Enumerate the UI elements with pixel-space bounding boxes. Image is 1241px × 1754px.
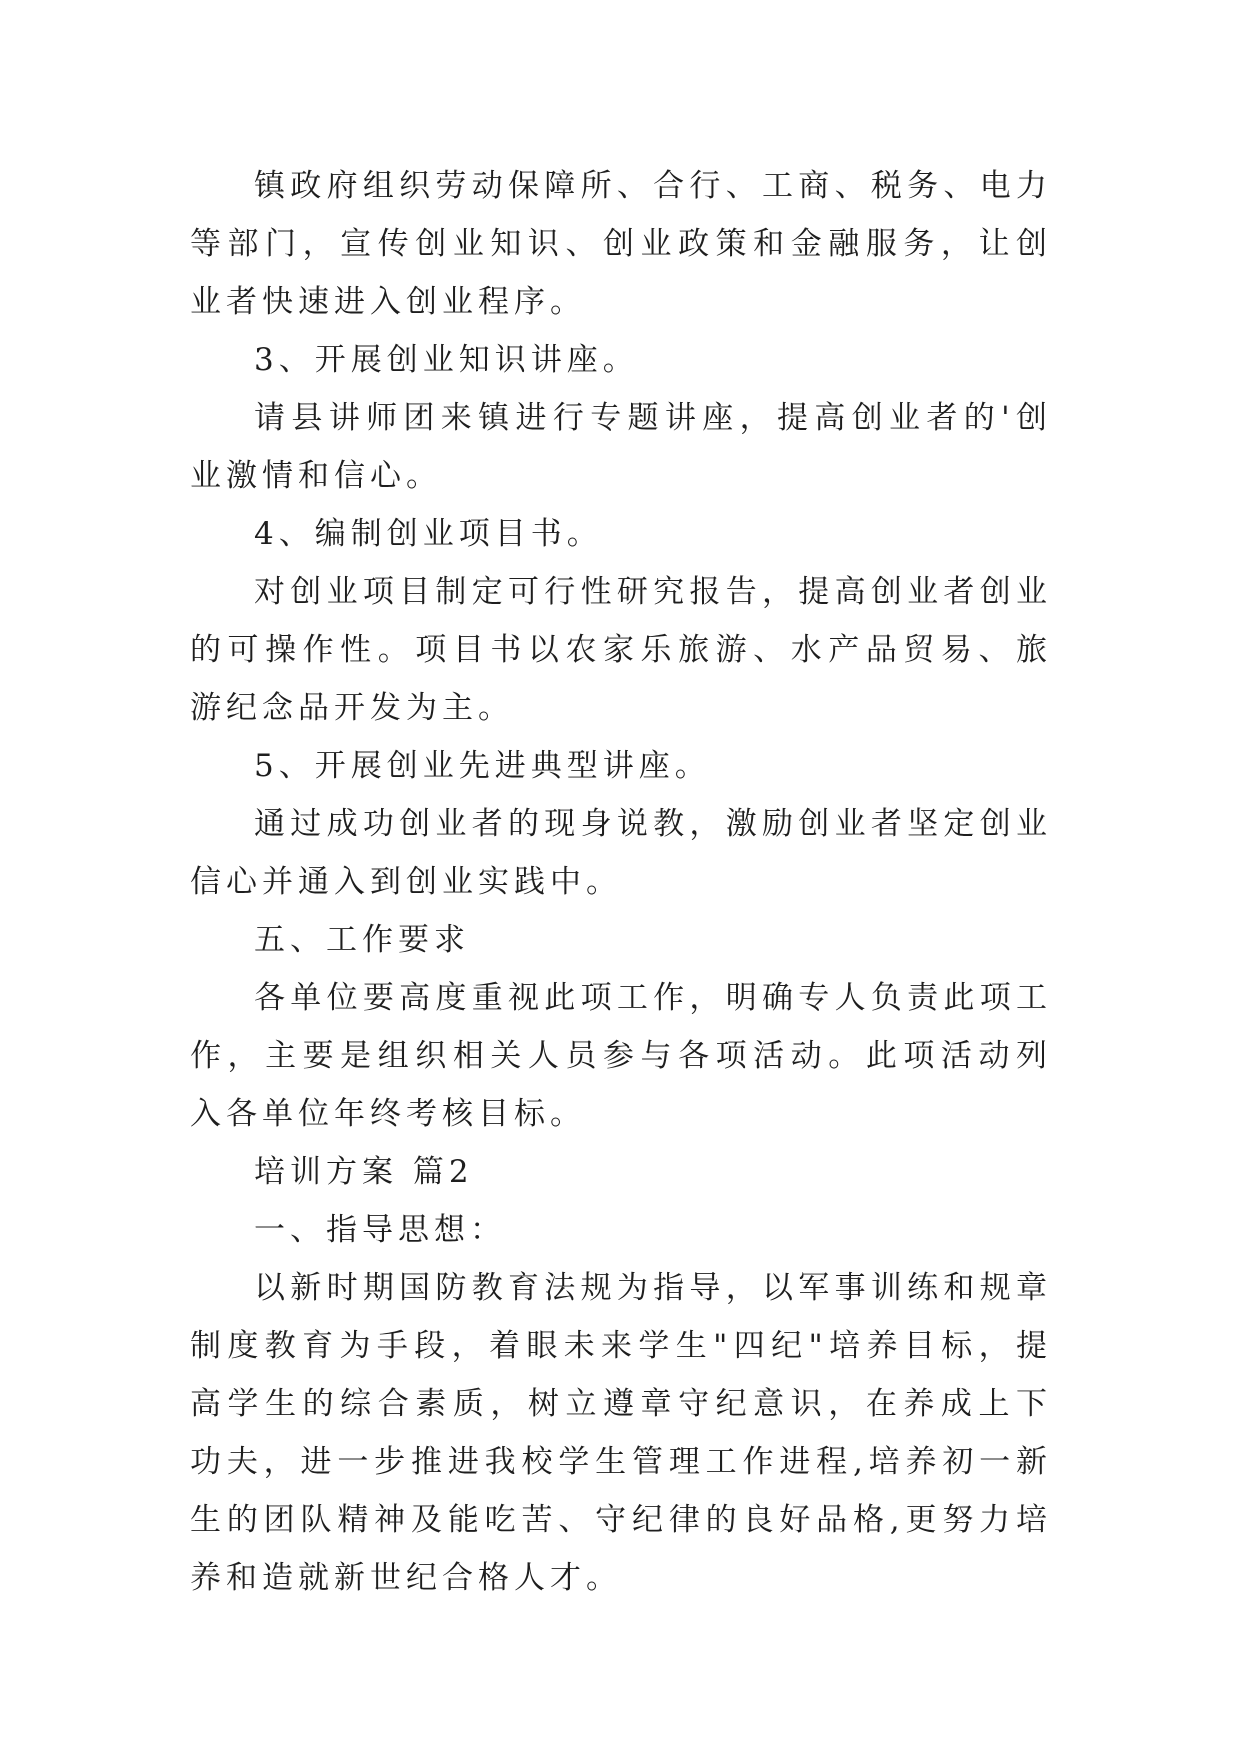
heading-item-5-model-lecture: 5、开展创业先进典型讲座。 bbox=[254, 748, 711, 784]
paragraph-work-requirements-detail: 各单位要高度重视此项工作，明确专人负责此项工作，主要是组织相关人员参与各项活动。此项活动列入各单位年终考核目标。 bbox=[190, 980, 1052, 1132]
paragraph-entrepreneurship-publicity: 镇政府组织劳动保障所、合行、工商、税务、电力等部门，宣传创业知识、创业政策和金融服务，让创业者快速进入创业程序。 bbox=[190, 168, 1052, 320]
heading-guiding-ideology: 一、指导思想： bbox=[254, 1212, 506, 1248]
paragraph-project-book-detail: 对创业项目制定可行性研究报告，提高创业者创业的可操作性。项目书以农家乐旅游、水产品贸易、旅游纪念品开发为主。 bbox=[190, 574, 1052, 726]
heading-work-requirements: 五、工作要求 bbox=[254, 922, 470, 958]
heading-item-4-project-book: 4、编制创业项目书。 bbox=[254, 516, 603, 552]
document-body bbox=[190, 157, 1052, 1607]
heading-item-3-lecture: 3、开展创业知识讲座。 bbox=[254, 342, 639, 378]
paragraph-lecture-detail: 请县讲师团来镇进行专题讲座，提高创业者的'创业激情和信心。 bbox=[190, 400, 1052, 494]
heading-training-plan-2: 培训方案 篇2 bbox=[254, 1154, 474, 1190]
paragraph-model-lecture-detail: 通过成功创业者的现身说教，激励创业者坚定创业信心并通入到创业实践中。 bbox=[190, 806, 1052, 900]
paragraph-guiding-ideology-detail: 以新时期国防教育法规为指导，以军事训练和规章制度教育为手段，着眼未来学生"四纪"培养目标，提高学生的综合素质，树立遵章守纪意识，在养成上下功夫，进一步推进我校学生管理工作进程,培养初一新生的团队精神及能吃苦、守纪律的良好品格,更努力培养和造就新世纪合格人才。 bbox=[190, 1270, 1052, 1596]
